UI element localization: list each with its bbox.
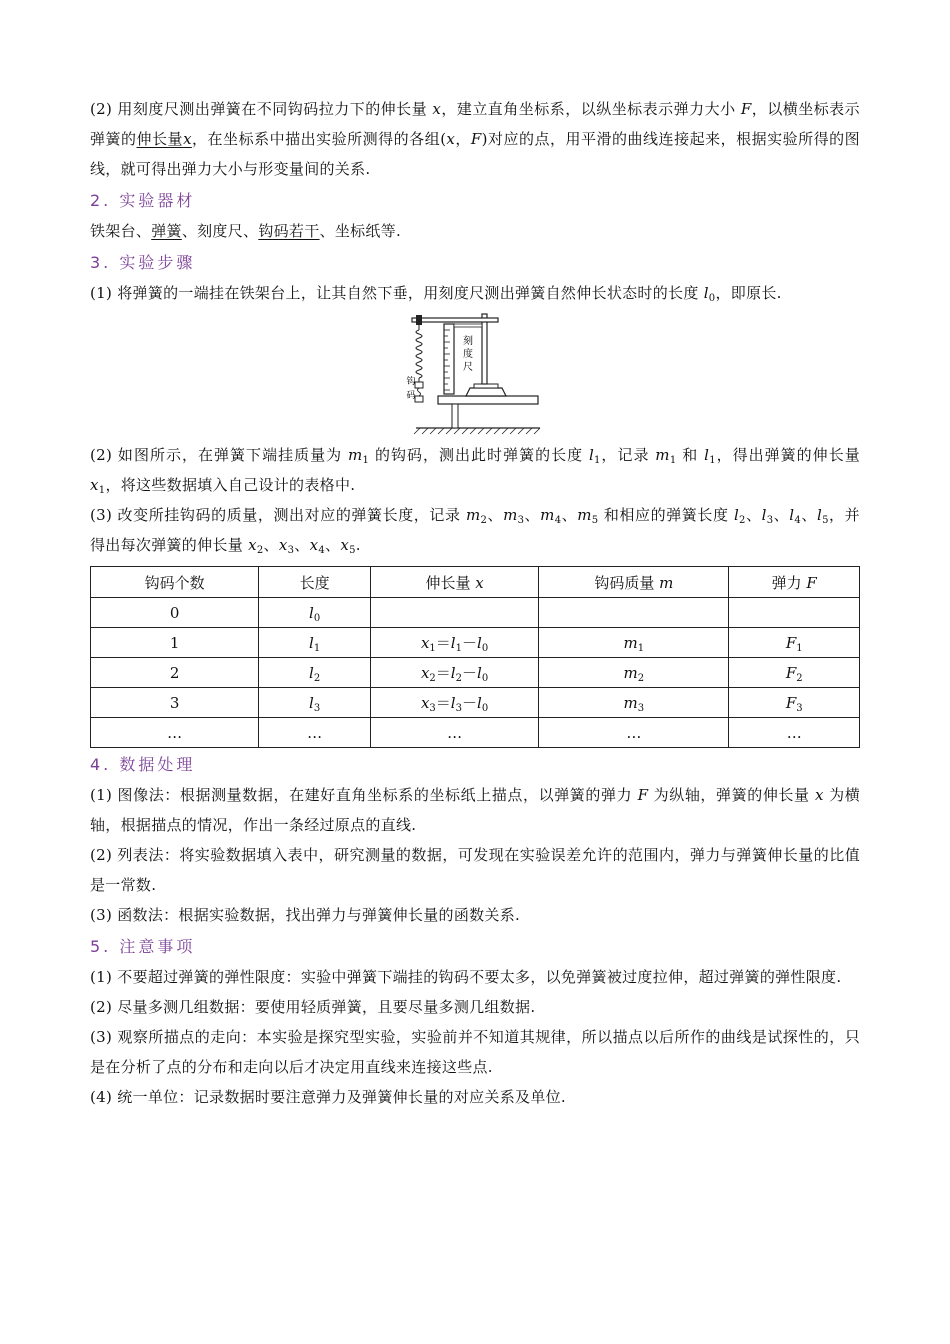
precaution-1: (1) 不要超过弹簧的弹性限度：实验中弹簧下端挂的钩码不要太多，以免弹簧被过度拉伸，超过弹簧的弹性限度.: [90, 968, 842, 986]
table-row: 0 $l_0$: [91, 598, 860, 628]
precaution-2: (2) 尽量多测几组数据：要使用轻质弹簧，且要尽量多测几组数据.: [90, 998, 536, 1016]
ruler-label-3: 尺: [463, 362, 473, 373]
crossbar: [412, 318, 498, 322]
ruler: [444, 324, 454, 394]
ruler-label-1: 刻: [463, 336, 473, 347]
document-page: [90, 94, 860, 1112]
apparatus-diagram: [408, 312, 548, 436]
ground-hatch: [414, 428, 540, 434]
spring: [416, 330, 422, 378]
table-leg: [452, 404, 458, 428]
precaution-3: (3) 观察所描点的走向：本实验是探究型实验，实验前并不知道其规律，所以描点以后所作的曲线是试探性的，只是在分析了点的分布和走向以后才决定用直线来连接这些点.: [90, 1028, 860, 1076]
header-force: 弹力 F: [729, 567, 860, 598]
header-count: 钩码个数: [91, 567, 259, 598]
principle-paragraph-2: (2) 用刻度尺测出弹簧在不同钩码拉力下的伸长量 x，建立直角坐标系，以纵坐标表示弹力大小 F，以横坐标表示弹簧的伸长量x，在坐标系中描出实验所测得的各组(x，F)对应的点，用平滑的曲线连接起来，根据实验所得的图线，就可得出弹力大小与形变量间的关系.: [90, 100, 860, 178]
processing-graph-method: (1) 图像法：根据测量数据，在建好直角坐标系的坐标纸上描点，以弹簧的弹力 F 为纵轴，弹簧的伸长量 x 为横轴，根据描点的情况，作出一条经过原点的直线.: [90, 786, 861, 834]
step-2: (2) 如图所示，在弹簧下端挂质量为 $m_1$ 的钩码，测出此时弹簧的长度 $l_1$，记录 $m_1$ 和 $l_1$，得出弹簧的伸长量 $x_1$，将这些数据填入自己设计的表格中.: [90, 446, 861, 496]
table-row: 2 $l_2$ $x_2=l_2-l_0$ $m_2$ $F_2$: [91, 658, 860, 688]
processing-table-method: (2) 列表法：将实验数据填入表中，研究测量的数据，可发现在实验误差允许的范围内，弹力与弹簧伸长量的比值是一常数.: [90, 846, 860, 894]
header-mass: 钩码质量 m: [539, 567, 729, 598]
section-heading-precautions: 5. 注意事项: [90, 937, 196, 956]
section-heading-steps: 3. 实验步骤: [90, 253, 196, 272]
table-row: 1 $l_1$ $x_1=l_1-l_0$ $m_1$ $F_1$: [91, 628, 860, 658]
hook-weight-2: [415, 396, 423, 402]
ruler-label-2: 度: [463, 349, 473, 360]
table-row-ellipsis: … … … … …: [91, 718, 860, 748]
data-table: [90, 566, 860, 748]
stand-rod: [482, 314, 487, 384]
header-extension: 伸长量 x: [370, 567, 538, 598]
equipment-list: 铁架台、弹簧、刻度尺、钩码若干、坐标纸等.: [90, 222, 402, 240]
table-header-row: [91, 567, 860, 598]
section-heading-equipment: 2. 实验器材: [90, 191, 196, 210]
table-row: 3 $l_3$ $x_3=l_3-l_0$ $m_3$ $F_3$: [91, 688, 860, 718]
stand-base: [466, 388, 506, 396]
hook-weight-1: [415, 382, 423, 388]
step-1: (1) 将弹簧的一端挂在铁架台上，让其自然下垂，用刻度尺测出弹簧自然伸长状态时的长度 $l_0$，即原长.: [90, 284, 782, 304]
table-top: [438, 396, 538, 404]
header-length: 长度: [259, 567, 371, 598]
precaution-4: (4) 统一单位：记录数据时要注意弹力及弹簧伸长量的对应关系及单位.: [90, 1088, 566, 1106]
step-3: (3) 改变所挂钩码的质量，测出对应的弹簧长度，记录 $m_2$、$m_3$、$m_4$、$m_5$ 和相应的弹簧长度 $l_2$、$l_3$、$l_4$、$l_5$，并得出每次弹簧的伸长量 $x_2$、$x_3$、$x_4$、$x_5$.: [90, 506, 860, 556]
weight-label-1: 钩: [406, 377, 416, 387]
processing-function-method: (3) 函数法：根据实验数据，找出弹力与弹簧伸长量的函数关系.: [90, 906, 521, 924]
weight-label-2: 码: [406, 391, 416, 401]
section-heading-data-processing: 4. 数据处理: [90, 755, 196, 774]
